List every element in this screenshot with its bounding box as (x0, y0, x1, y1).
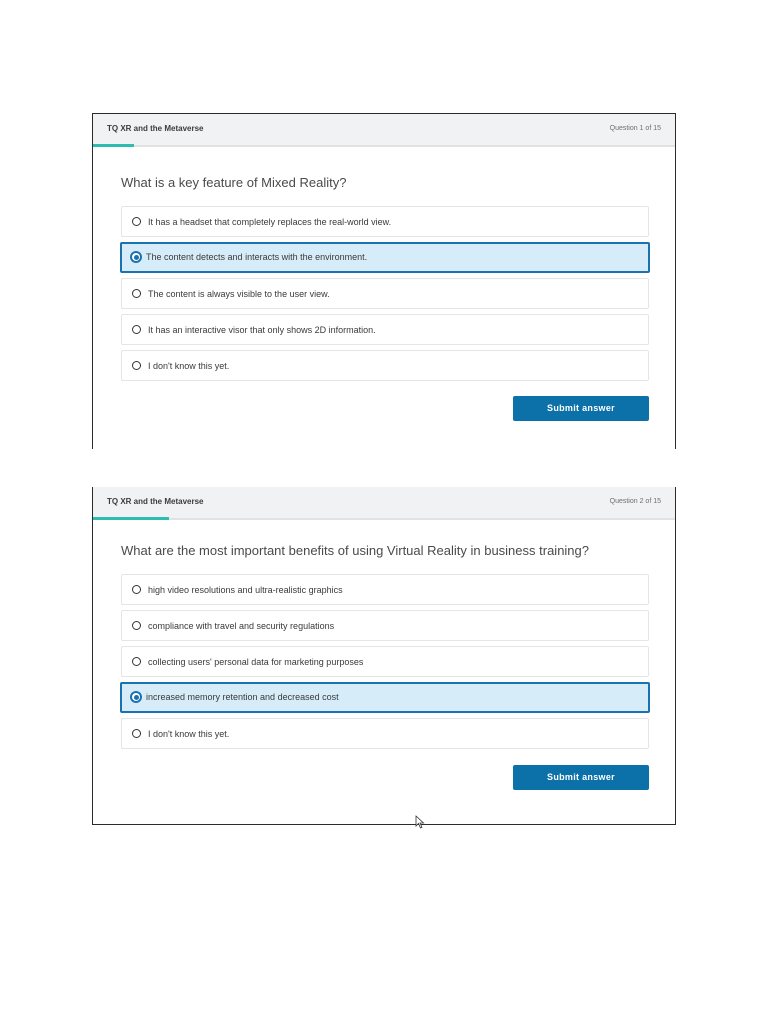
answer-option-label: It has an interactive visor that only shows 2D information. (148, 325, 376, 335)
answer-option[interactable] (121, 206, 649, 237)
answer-option-label: increased memory retention and decreased cost (146, 692, 339, 702)
question-counter: Question 2 of 15 (609, 498, 661, 505)
course-title: TQ XR and the Metaverse (107, 124, 204, 133)
answer-options (121, 574, 649, 754)
answer-option[interactable] (121, 350, 649, 381)
radio-button-icon[interactable] (130, 251, 142, 263)
radio-button-icon[interactable] (132, 729, 141, 738)
answer-option-label: collecting users' personal data for marketing purposes (148, 657, 364, 667)
radio-button-icon[interactable] (132, 289, 141, 298)
progress-bar (93, 144, 134, 147)
answer-option[interactable] (120, 242, 650, 273)
progress-bar (93, 517, 169, 520)
radio-button-icon[interactable] (132, 325, 141, 334)
quiz-panel-1 (92, 113, 676, 449)
course-title: TQ XR and the Metaverse (107, 497, 204, 506)
answer-option-label: I don't know this yet. (148, 361, 230, 371)
quiz-header (93, 114, 675, 147)
radio-button-icon[interactable] (130, 691, 142, 703)
answer-option[interactable] (121, 610, 649, 641)
mouse-cursor-icon (415, 815, 425, 829)
answer-option-label: The content detects and interacts with the environment. (146, 252, 368, 262)
answer-option[interactable] (121, 278, 649, 309)
question-text: What is a key feature of Mixed Reality? (121, 175, 347, 190)
answer-option[interactable] (121, 718, 649, 749)
question-text: What are the most important benefits of using Virtual Reality in business training? (121, 543, 589, 558)
answer-option-label: compliance with travel and security regulations (148, 621, 335, 631)
question-counter: Question 1 of 15 (609, 125, 661, 132)
radio-button-icon[interactable] (132, 585, 141, 594)
radio-button-icon[interactable] (132, 217, 141, 226)
radio-button-icon[interactable] (132, 361, 141, 370)
submit-answer-button[interactable]: Submit answer (513, 765, 649, 790)
answer-option[interactable] (121, 314, 649, 345)
radio-button-icon[interactable] (132, 621, 141, 630)
answer-option-label: It has a headset that completely replaces the real-world view. (148, 217, 392, 227)
answer-option-label: I don't know this yet. (148, 729, 230, 739)
answer-option[interactable] (121, 646, 649, 677)
radio-button-icon[interactable] (132, 657, 141, 666)
answer-options (121, 206, 649, 386)
submit-answer-button[interactable]: Submit answer (513, 396, 649, 421)
quiz-header (93, 487, 675, 520)
answer-option[interactable] (121, 574, 649, 605)
answer-option[interactable] (120, 682, 650, 713)
answer-option-label: high video resolutions and ultra-realistic graphics (148, 585, 343, 595)
quiz-panel-2 (92, 487, 676, 825)
answer-option-label: The content is always visible to the user view. (148, 289, 330, 299)
